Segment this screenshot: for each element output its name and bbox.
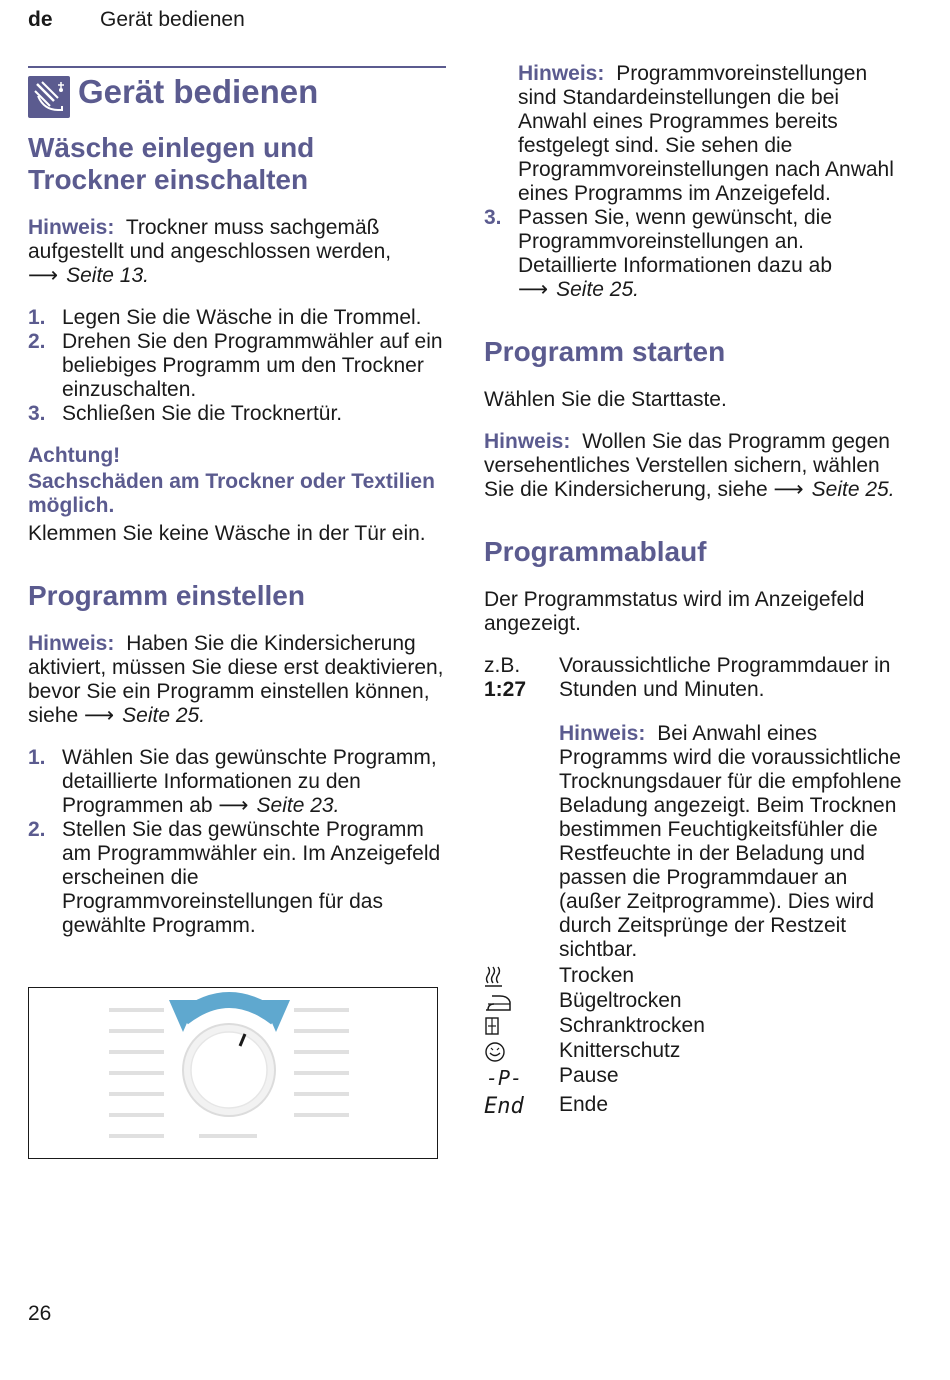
status-label: Pause [559,1064,619,1087]
steps-set-program-continued [484,206,904,302]
arrow-right-icon: ⟶ [84,704,115,727]
step-number: 3. [484,206,502,229]
note-presets [518,62,904,206]
chapter-title: Gerät bedienen [78,73,319,110]
step-text: Schließen Sie die Trocknertür. [62,402,343,425]
section-title-load-laundry [28,132,446,196]
step-text: Drehen Sie den Programmwähler auf ein beliebiges Programm um den Trockner einzuschalten. [62,330,443,401]
list-item [28,306,446,330]
cupboard-icon [484,1015,534,1039]
list-item [28,818,446,938]
warning-title: Achtung! [28,444,121,467]
example-key: z.B. [484,654,521,677]
step-number: 1. [28,306,46,329]
page-reference: Seite 25. [556,278,640,301]
list-item [484,1039,904,1064]
note-label: Hinweis: [28,216,115,239]
note-installation [28,216,446,288]
section-title-line2: Trockner einschalten [28,164,309,195]
step-number: 1. [28,746,46,769]
note-label: Hinweis: [484,430,571,453]
chapter-heading [28,66,446,118]
header-title: Gerät bedienen [100,8,245,31]
step-number: 3. [28,402,46,425]
status-label: Trocken [559,964,635,987]
language-code: de [28,8,53,31]
page-reference: Seite 25. [811,478,895,501]
page-number: 26 [28,1302,52,1325]
left-column [28,66,446,956]
section-title-line1: Wäsche einlegen und [28,132,315,163]
start-text: Wählen Sie die Starttaste. [484,388,727,411]
example-text: Voraussichtliche Programmdauer in Stunden und Minuten. [559,654,891,701]
program-selector-illustration [28,987,438,1159]
list-item [28,746,446,818]
steps-load-laundry [28,306,446,426]
list-item [484,964,904,989]
step-text: Wählen Sie das gewünschte Programm, detaillierte Informationen zu den Programmen ab [62,746,437,817]
section-title-set-program: Programm einstellen [28,580,305,611]
status-label: Schranktrocken [559,1014,705,1037]
program-dial-icon [29,988,436,1157]
note-text: Wollen Sie das Programm gegen versehentliches Verstellen sichern, wählen Sie die Kindersicherung, siehe [484,430,890,501]
list-item [484,206,904,302]
end-display-icon [484,1093,534,1117]
right-column [484,62,904,1121]
warning-subtitle: Sachschäden am Trockner oder Textilien möglich. [28,470,435,517]
page-header [28,8,245,32]
duration-example [484,654,904,702]
warning-text: Klemmen Sie keine Wäsche in der Tür ein. [28,522,426,545]
arrow-right-icon: ⟶ [518,278,549,301]
step-text: Legen Sie die Wäsche in die Trommel. [62,306,422,329]
note-label: Hinweis: [518,62,605,85]
arrow-right-icon: ⟶ [28,264,59,287]
note-text: Haben Sie die Kindersicherung aktiviert, müssen Sie diese erst deaktivieren, bevor Sie ein Programm einstellen können, siehe [28,632,444,727]
example-value: 1:27 [484,678,527,701]
operation-icon [28,76,70,118]
arrow-right-icon: ⟶ [218,794,249,817]
anti-crease-icon [484,1040,534,1064]
note-label: Hinweis: [28,632,115,655]
status-symbol-list [484,964,904,1121]
page-reference: Seite 25. [122,704,206,727]
list-item [28,330,446,402]
list-item [484,1064,904,1089]
pause-display-icon [484,1065,534,1089]
list-item [484,989,904,1014]
drying-icon [484,965,534,989]
list-item [484,1014,904,1039]
status-label: Knitterschutz [559,1039,681,1062]
step-text: Stellen Sie das gewünschte Programm am Programmwähler ein. Im Anzeigefeld erscheinen die Programmvoreinstellungen für das gewählte Programm. [62,818,441,937]
note-label: Hinweis: [559,722,646,745]
status-label: Bügeltrocken [559,989,682,1012]
note-child-lock [28,632,446,728]
display-text: End [484,1094,524,1117]
page-reference: Seite 13. [66,264,150,287]
status-text: Der Programmstatus wird im Anzeigefeld angezeigt. [484,588,865,635]
iron-icon [484,990,534,1014]
steps-set-program [28,746,446,938]
list-item [28,402,446,426]
page-reference: Seite 23. [256,794,340,817]
display-text: -P- [486,1066,523,1089]
note-text: Bei Anwahl eines Programms wird die voraussichtliche Trocknungsdauer für die empfohlene Beladung angezeigt. Beim Trocknen bestimmen Feuchtigkeitsfühler die Restfeuchte in der Beladung und passen die Programmdauer an (außer Zeitprogramme). Dies wird durch Zeitsprünge der Restzeit sichtbar. [559,722,902,961]
step-number: 2. [28,330,46,353]
section-title-program-sequence: Programmablauf [484,536,707,567]
note-text: Trockner muss sachgemäß aufgestellt und angeschlossen werden, [28,216,392,263]
step-number: 2. [28,818,46,841]
status-label: Ende [559,1093,609,1116]
section-title-start-program: Programm starten [484,336,726,367]
note-text: Programmvoreinstellungen sind Standardeinstellungen die bei Anwahl eines Programmes bereits festgelegt sind. Sie sehen die Programmvoreinstellungen nach Anwahl eines Programms im Anzeigefeld. [518,62,894,205]
note-duration [559,722,904,962]
step-text: Passen Sie, wenn gewünscht, die Programmvoreinstellungen an. Detaillierte Informationen dazu ab [518,206,833,277]
arrow-right-icon: ⟶ [773,478,804,501]
list-item [484,1089,904,1121]
note-lock [484,430,904,502]
